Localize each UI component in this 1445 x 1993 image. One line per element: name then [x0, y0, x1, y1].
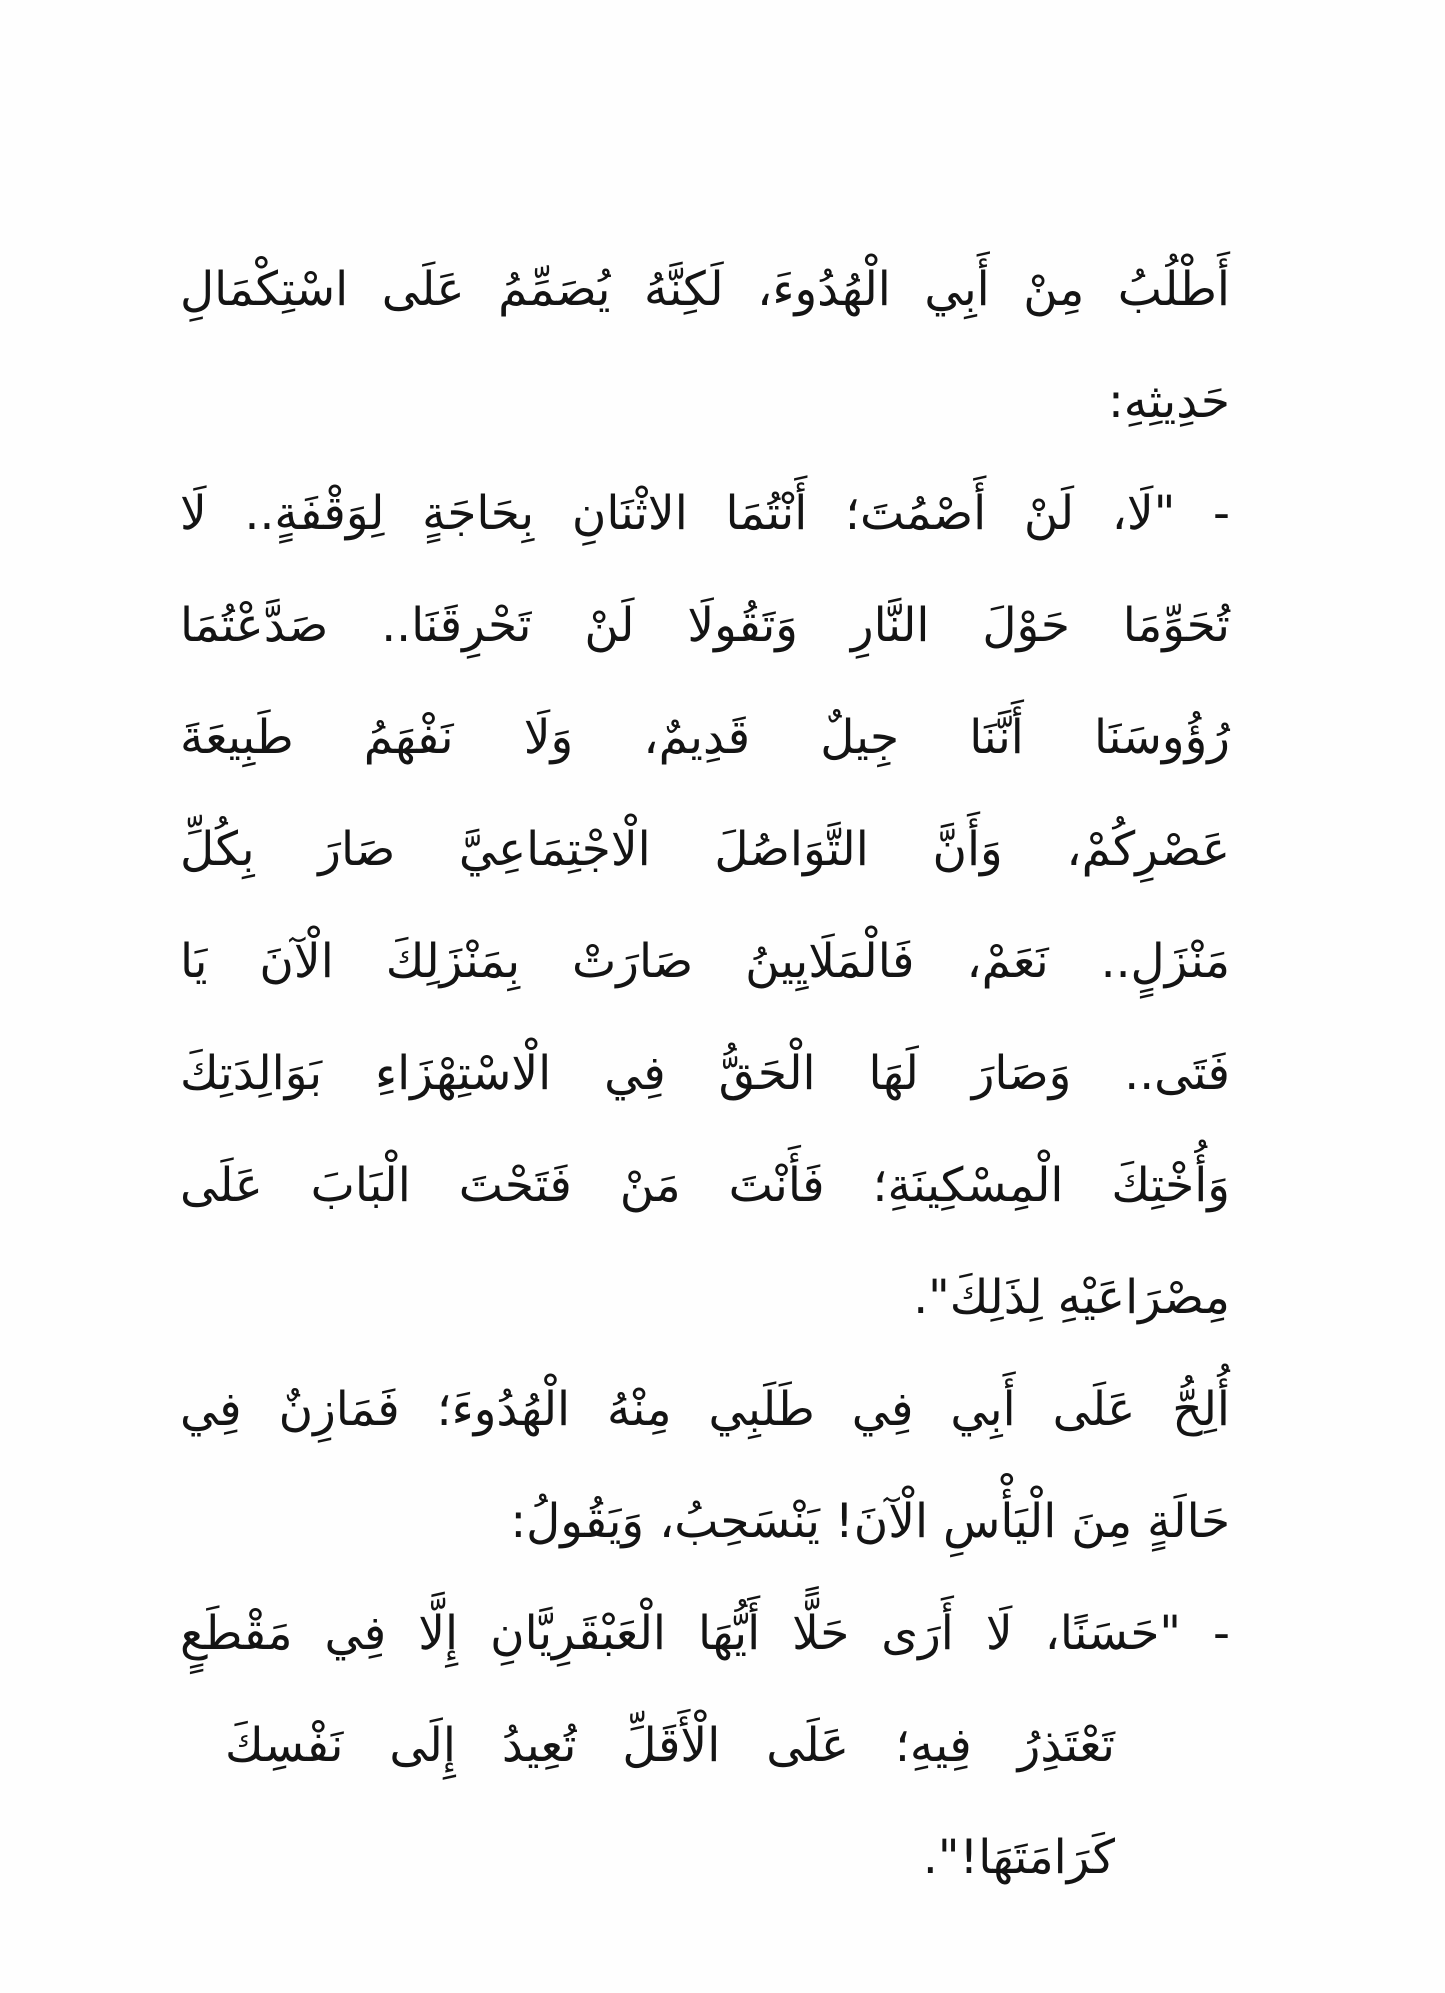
text-line: - "حَسَنًا، لَا أَرَى حَلًّا أَيُّهَا الْعَبْقَرِيَّانِ إِلَّا فِي مَقْطَعٍ: [180, 1606, 1230, 1661]
text-line: حَالَةٍ مِنَ الْيَأْسِ الْآنَ! يَنْسَحِبُ، وَيَقُولُ:: [510, 1494, 1230, 1549]
text-line: أَطْلُبُ مِنْ أَبِي الْهُدُوءَ، لَكِنَّهُ يُصَمِّمُ عَلَى اسْتِكْمَالِ: [180, 262, 1230, 317]
text-line: تُحَوِّمَا حَوْلَ النَّارِ وَتَقُولَا لَنْ تَحْرِقَنَا.. صَدَّعْتُمَا: [180, 598, 1230, 653]
text-line: عَصْرِكُمْ، وَأَنَّ التَّوَاصُلَ الْاجْتِمَاعِيَّ صَارَ بِكُلِّ: [180, 822, 1230, 877]
text-line: وَأُخْتِكَ الْمِسْكِينَةِ؛ فَأَنْتَ مَنْ فَتَحْتَ الْبَابَ عَلَى: [180, 1158, 1230, 1213]
page-text-block: [180, 234, 1230, 1885]
text-line: أُلِحُّ عَلَى أَبِي فِي طَلَبِي مِنْهُ الْهُدُوءَ؛ فَمَازِنٌ فِي: [180, 1382, 1230, 1437]
text-line: تَعْتَذِرُ فِيهِ؛ عَلَى الْأَقَلِّ تُعِيدُ إِلَى نَفْسِكَ كَرَامَتَهَا!".: [225, 1718, 1115, 1885]
text-line: رُؤُوسَنَا أَنَّنَا جِيلٌ قَدِيمٌ، وَلَا نَفْهَمُ طَبِيعَةَ: [180, 710, 1230, 765]
text-line: - "لَا، لَنْ أَصْمُتَ؛ أَنْتُمَا الاثْنَانِ بِحَاجَةٍ لِوَقْفَةٍ.. لَا: [180, 486, 1230, 541]
text-line: حَدِيثِهِ:: [1107, 374, 1230, 429]
text-line: فَتَى.. وَصَارَ لَهَا الْحَقُّ فِي الْاسْتِهْزَاءِ بَوَالِدَتِكَ: [180, 1046, 1230, 1101]
text-line: مَنْزَلٍ.. نَعَمْ، فَالْمَلَايِينُ صَارَتْ بِمَنْزَلِكَ الْآنَ يَا: [180, 934, 1230, 989]
text-line: مِصْرَاعَيْهِ لِذَلِكَ".: [913, 1270, 1230, 1325]
